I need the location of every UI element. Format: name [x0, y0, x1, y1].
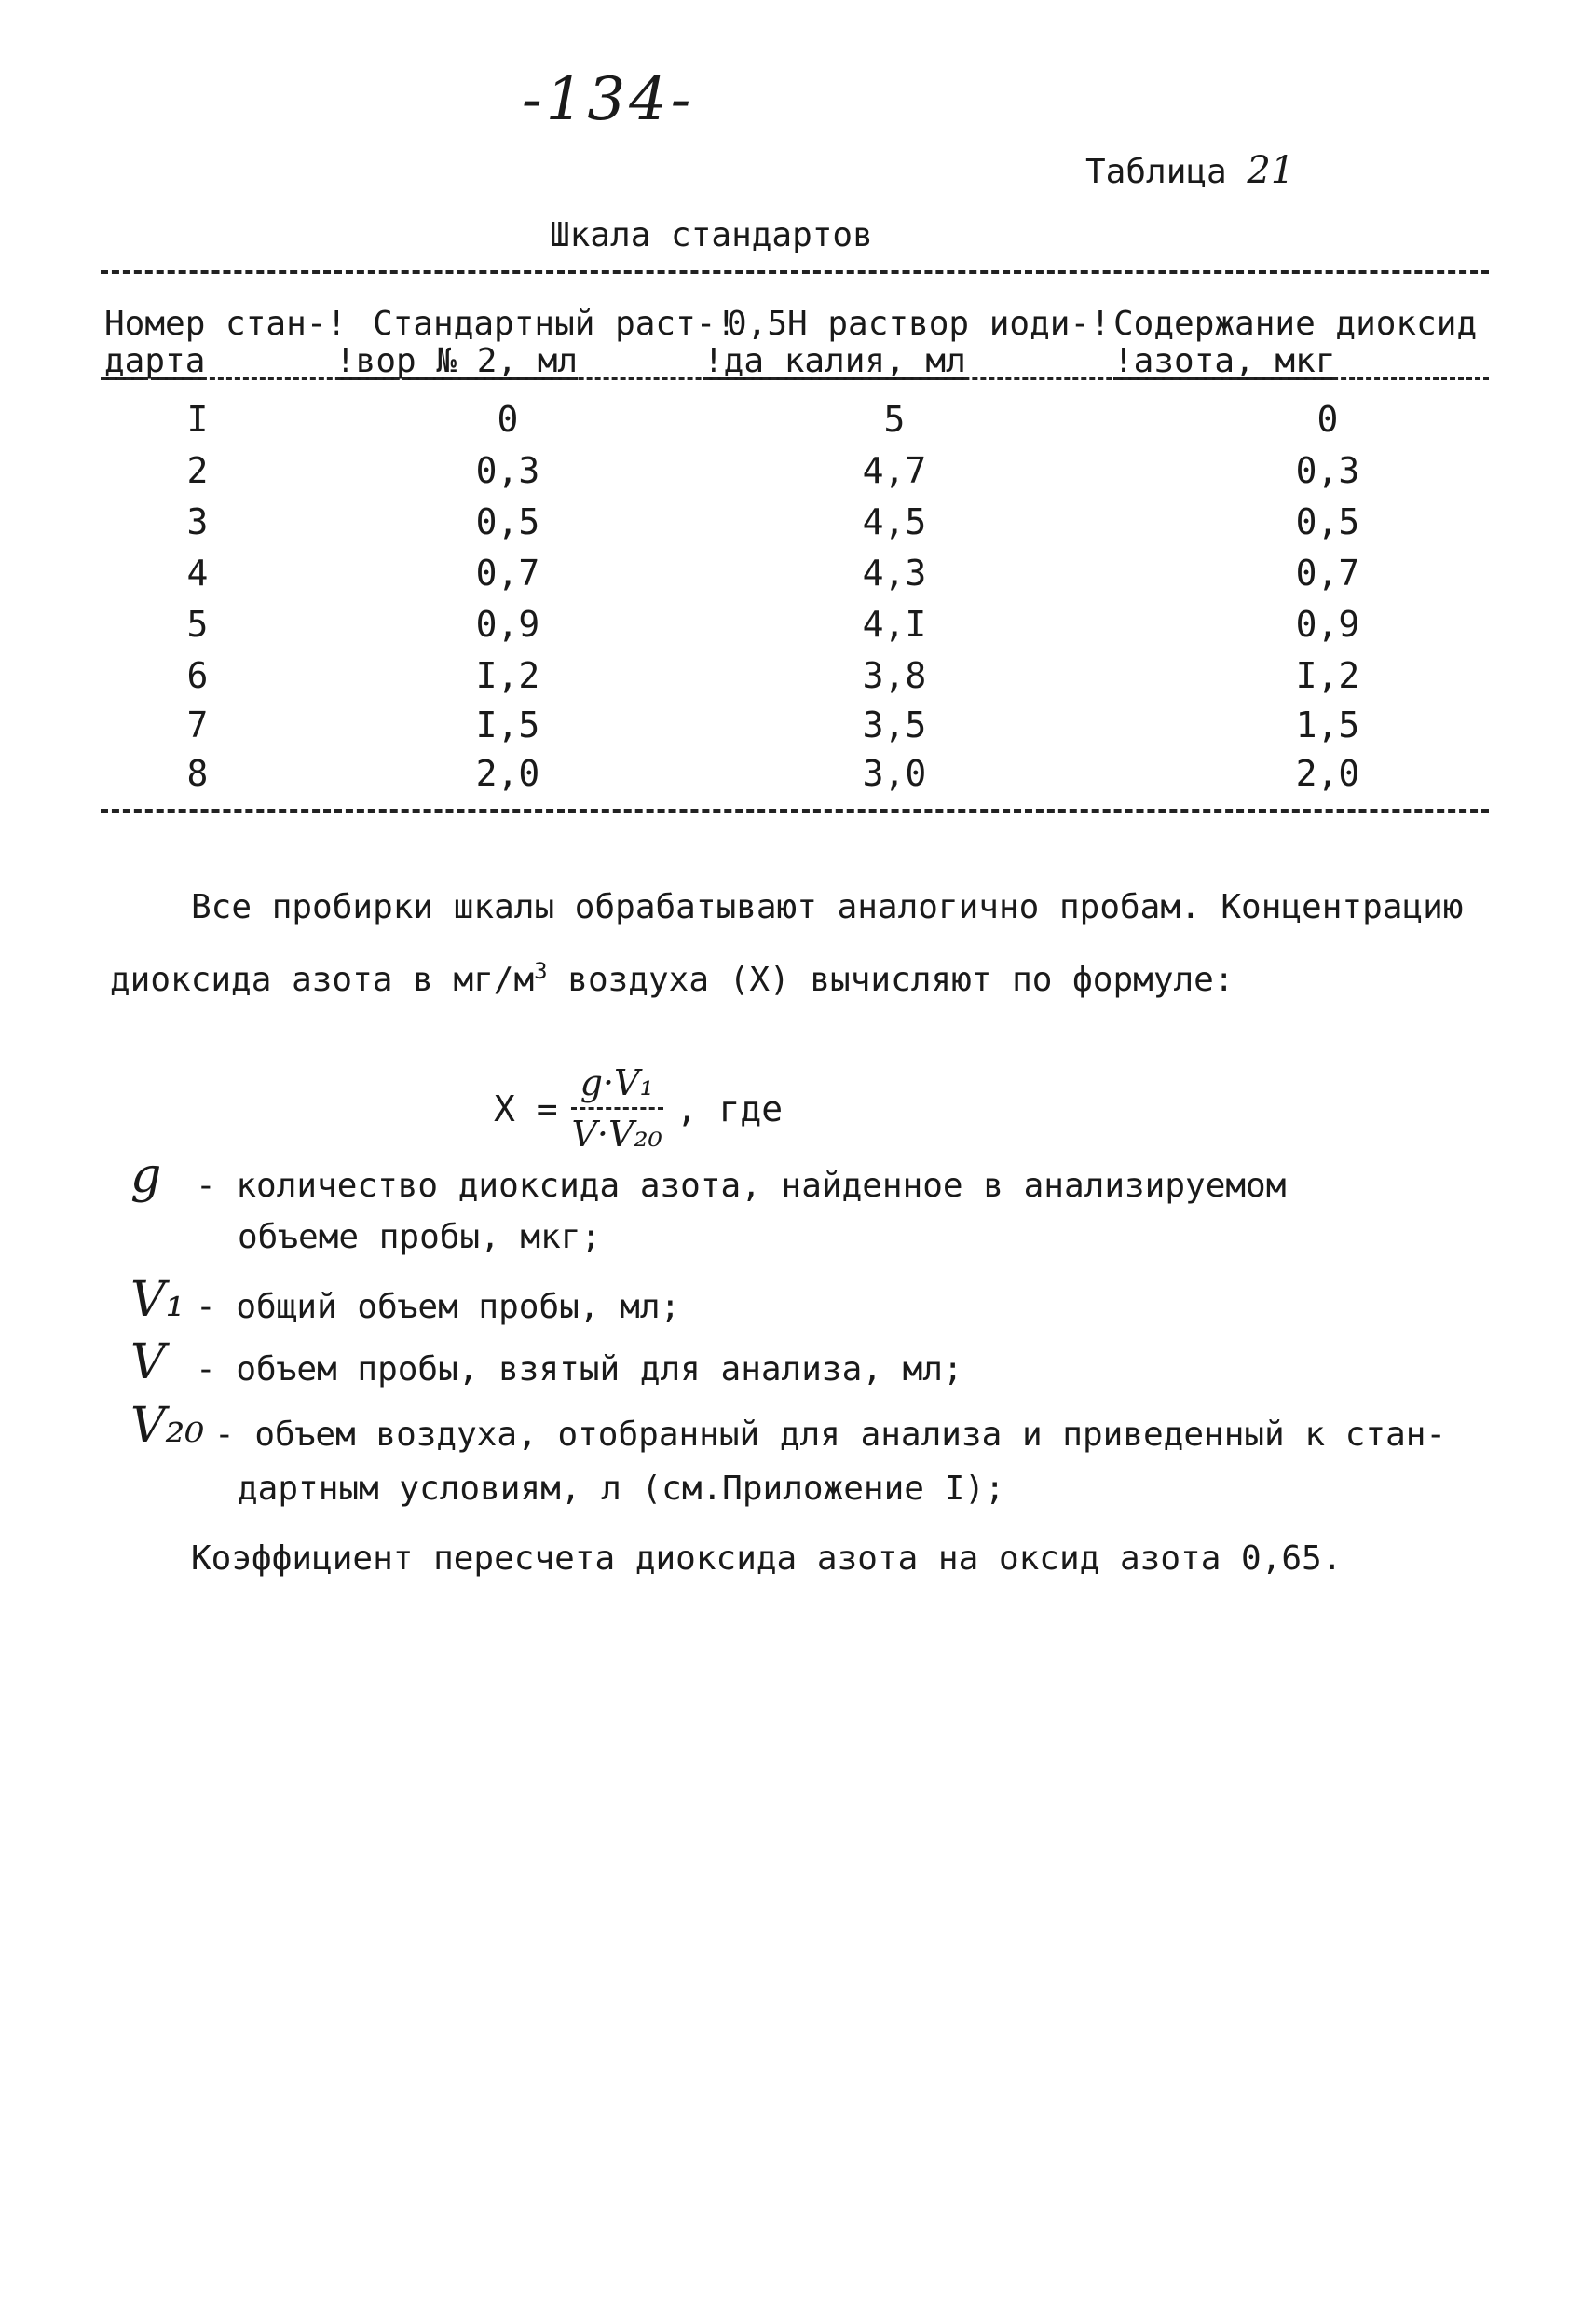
header-col-2-line1: Стандартный раст-! [373, 305, 737, 343]
definition-4-text-2: дартным условиям, л (см.Приложение I); [238, 1470, 1005, 1508]
formula-lhs: X = [494, 1088, 558, 1129]
definition-1-text-2: объеме пробы, мкг; [238, 1218, 602, 1256]
table-cell: 0,7 [1295, 553, 1360, 594]
table-cell: 0 [1316, 399, 1339, 440]
table-cell: 0,3 [475, 450, 540, 491]
table-cell: 4 [186, 553, 209, 594]
table-cell: 4,7 [862, 450, 927, 491]
table-cell: 0,9 [475, 604, 540, 645]
page-number: -134- [522, 65, 695, 134]
header-col-4-line2: !азота, мкг [1113, 342, 1336, 380]
table-number: 21 [1247, 149, 1295, 192]
header-col-3-line2: !да калия, мл [703, 342, 966, 380]
definition-2-text-1: - общий объем пробы, мл; [196, 1288, 681, 1326]
table-cell: 5 [186, 604, 209, 645]
table-label-text: Таблица [1085, 153, 1227, 191]
table-title: Шкала стандартов [550, 216, 873, 254]
paragraph-line-1: Все пробирки шкалы обрабатывают аналогично пробам. Концентрацию [191, 888, 1464, 926]
table-cell: 0,5 [1295, 501, 1360, 542]
table-cell: 4,I [862, 604, 927, 645]
header-col-3-line1: 0,5Н раствор иоди-! [727, 305, 1111, 343]
definition-4-text-1: - объем воздуха, отобранный для анализа и приведенный к стан- [214, 1416, 1447, 1454]
table-bottom-rule [101, 809, 1489, 813]
header-col-1-line1: Номер стан-! [104, 305, 348, 343]
table-cell: 4,5 [862, 501, 927, 542]
table-cell: 6 [186, 655, 209, 696]
formula-numerator: g·V₁ [571, 1062, 663, 1110]
header-col-1-line2: дарта [104, 342, 206, 380]
table-cell: 1,5 [1295, 705, 1360, 746]
definition-2-symbol: V₁ [130, 1272, 185, 1328]
paragraph-line-2 [110, 960, 1235, 997]
table-cell: 8 [186, 753, 209, 794]
table-cell: 0,7 [475, 553, 540, 594]
table-label [1085, 149, 1294, 192]
table-cell: I,2 [1295, 655, 1360, 696]
definition-1-symbol: g [130, 1148, 162, 1204]
definition-4-symbol: V₂₀ [130, 1398, 205, 1454]
table-cell: I,2 [475, 655, 540, 696]
table-cell: 2 [186, 450, 209, 491]
definition-3-symbol: V [130, 1334, 166, 1390]
paragraph-line-2-sup: 3 [534, 958, 548, 984]
table-cell: 4,3 [862, 553, 927, 594]
formula [494, 1062, 783, 1155]
formula-fraction [571, 1062, 663, 1155]
paragraph-line-2-pre: диоксида азота в мг/м [110, 961, 535, 999]
table-cell: 3,0 [862, 753, 927, 794]
definition-3-text-1: - объем пробы, взятый для анализа, мл; [196, 1350, 963, 1389]
table-cell: 0,5 [475, 501, 540, 542]
header-col-4-line1: Содержание диоксид [1113, 305, 1478, 343]
table-top-rule [101, 270, 1489, 274]
header-rule [101, 377, 1489, 380]
table-cell: 0,9 [1295, 604, 1360, 645]
table-cell: 2,0 [1295, 753, 1360, 794]
table-cell: 3,5 [862, 705, 927, 746]
definition-1-text-1: - количество диоксида азота, найденное в анализируемом [196, 1167, 1287, 1205]
table-cell: I,5 [475, 705, 540, 746]
table-cell: 3,8 [862, 655, 927, 696]
table-cell: 3 [186, 501, 209, 542]
table-cell: 0 [497, 399, 519, 440]
formula-denominator: V·V₂₀ [571, 1114, 662, 1155]
table-cell: 5 [883, 399, 906, 440]
header-col-2-line2: !вор № 2, мл [335, 342, 579, 380]
paragraph-line-2-post: воздуха (X) вычисляют по формуле: [547, 961, 1235, 999]
footer-note: Коэффициент пересчета диоксида азота на оксид азота 0,65. [191, 1539, 1343, 1578]
table-cell: I [186, 399, 209, 440]
table-cell: 7 [186, 705, 209, 746]
table-cell: 2,0 [475, 753, 540, 794]
formula-suffix: , где [675, 1088, 784, 1129]
table-cell: 0,3 [1295, 450, 1360, 491]
